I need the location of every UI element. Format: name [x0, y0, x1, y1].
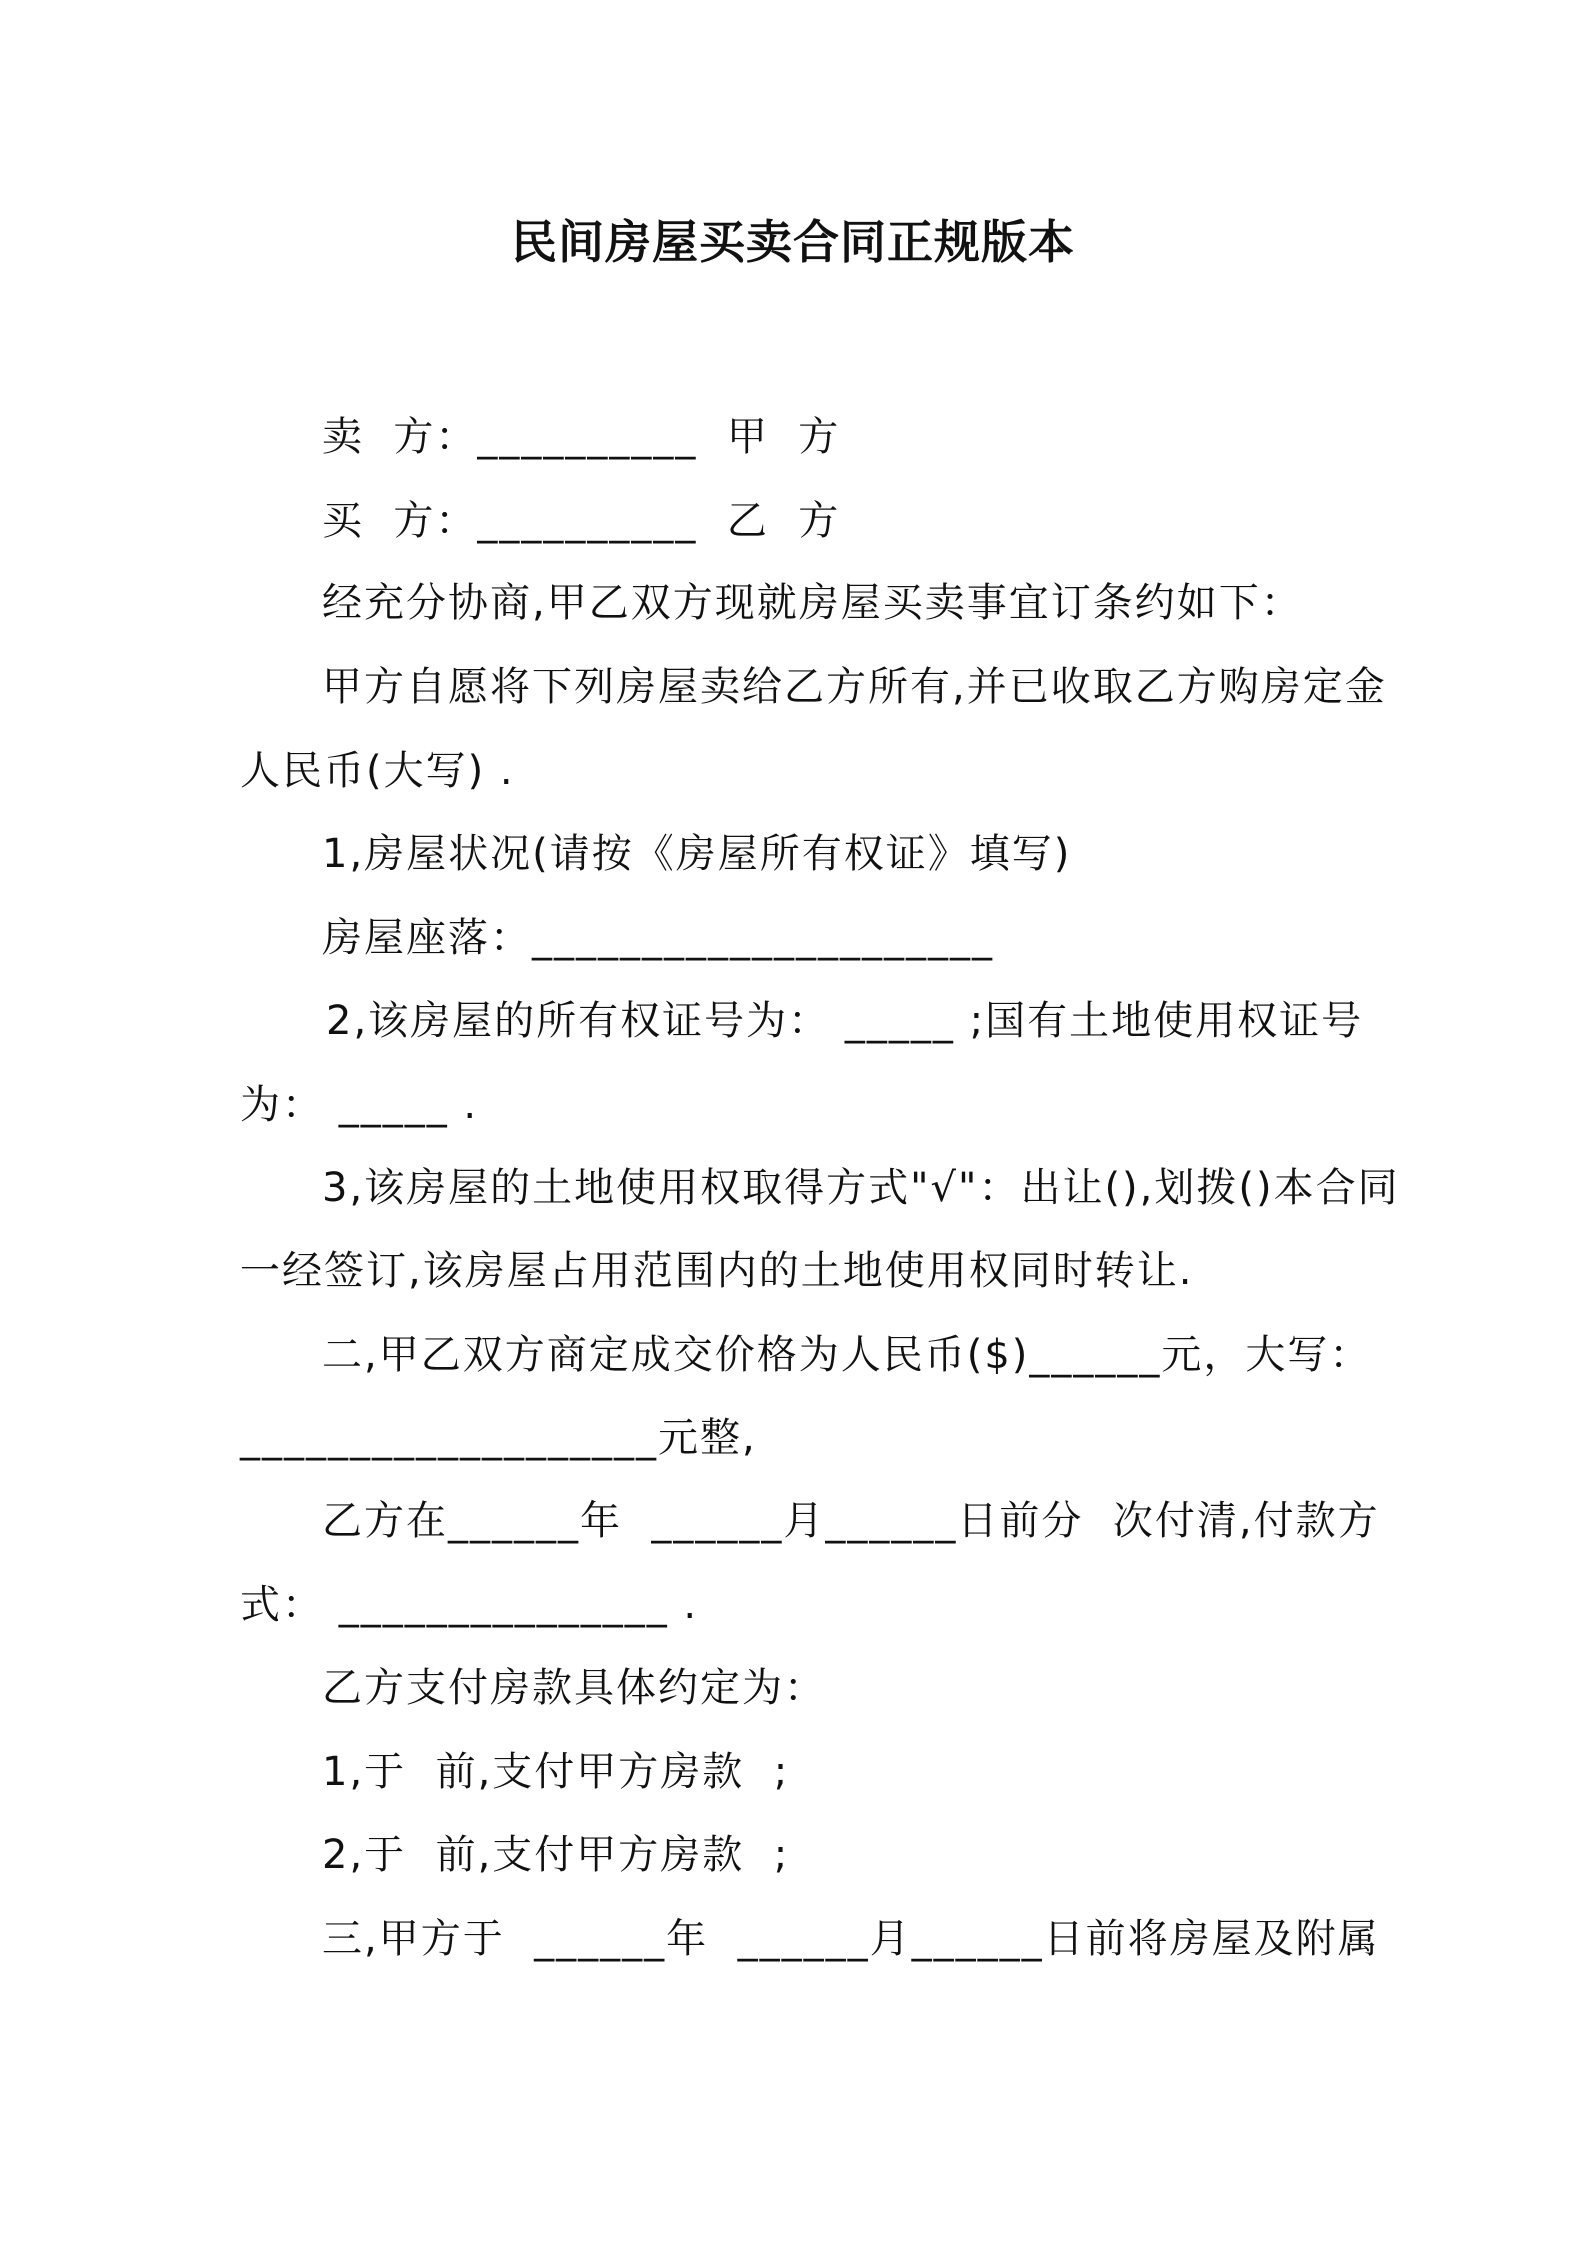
land-use-clause-line-2: 一经签订,该房屋占用范围内的土地使用权同时转让.: [240, 1248, 1194, 1294]
buyer-line: 买 方：__________ 乙 方: [322, 498, 841, 544]
house-location-line: 房屋座落：_____________________: [322, 915, 994, 961]
handover-clause-line-1: 三,甲方于 ______年 ______月______日前将房屋及附属: [322, 1916, 1380, 1962]
land-use-clause-line-1: 3,该房屋的土地使用权取得方式"√"：出让(),划拨()本合同: [322, 1165, 1400, 1211]
deposit-clause-line-2: 人民币(大写) .: [240, 748, 515, 794]
seller-line: 卖 方：__________ 甲 方: [322, 414, 841, 460]
payment-schedule-line-2: 式： _______________ .: [240, 1582, 699, 1628]
certificate-number-line-1: 2,该房屋的所有权证号为： _____ ;国有土地使用权证号: [326, 998, 1364, 1044]
document-title: 民间房屋买卖合同正规版本: [511, 215, 1075, 269]
deposit-clause-line-1: 甲方自愿将下列房屋卖给乙方所有,并已收取乙方购房定金: [322, 664, 1387, 710]
price-clause-line-1: 二,甲乙双方商定成交价格为人民币($)______元，大写：: [322, 1332, 1372, 1378]
agreement-intro: 经充分协商,甲乙双方现就房屋买卖事宜订条约如下：: [322, 580, 1303, 626]
payment-term-1: 1,于 前,支付甲方房款 ;: [322, 1749, 790, 1795]
payment-terms-heading: 乙方支付房款具体约定为：: [322, 1665, 826, 1711]
house-status-heading: 1,房屋状况(请按《房屋所有权证》填写): [322, 831, 1072, 877]
certificate-number-line-2: 为： _____ .: [240, 1082, 479, 1128]
payment-schedule-line-1: 乙方在______年 ______月______日前分 次付清,付款方: [322, 1498, 1380, 1544]
price-clause-line-2: ___________________元整,: [240, 1415, 757, 1461]
payment-term-2: 2,于 前,支付甲方房款 ;: [322, 1832, 790, 1878]
